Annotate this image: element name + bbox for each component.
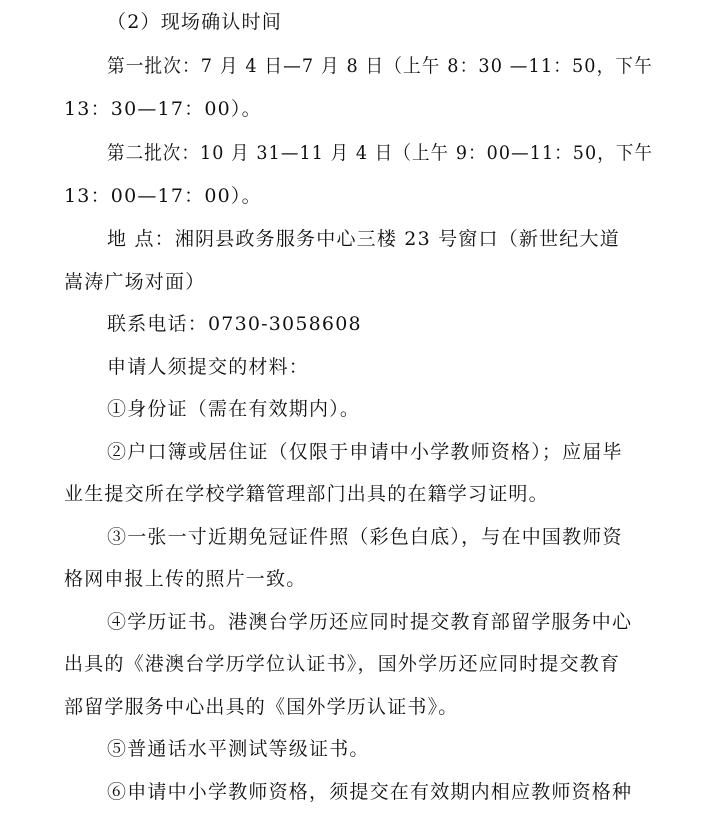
material-item-2: ②户口簿或居住证（仅限于申请中小学教师资格）；应届毕: [107, 441, 623, 463]
contact-phone-line: 联系电话：0730-3058608: [107, 313, 362, 335]
material-item-1: ①身份证（需在有效期内）。: [107, 398, 361, 420]
batch-one-line-cont: 13：30—17：00）。: [64, 98, 262, 120]
location-line: 地 点：湘阴县政务服务中心三楼 23 号窗口（新世纪大道: [107, 228, 620, 250]
material-item-3-cont: 格网申报上传的照片一致。: [64, 568, 307, 590]
material-item-2-cont: 业生提交所在学校学籍管理部门出具的在籍学习证明。: [64, 483, 549, 505]
material-item-4-cont-1: 出具的《港澳台学历学位认证书》，国外学历还应同时提交教育: [64, 653, 621, 675]
batch-two-line: 第二批次：10 月 31—11 月 4 日（上午 9：00—11：50，下午: [107, 142, 654, 164]
location-line-cont: 嵩涛广场对面）: [64, 271, 206, 293]
material-item-4-cont-2: 部留学服务中心出具的《国外学历认证书》。: [64, 696, 459, 718]
material-item-5: ⑤普通话水平测试等级证书。: [107, 738, 370, 760]
material-item-4: ④学历证书。港澳台学历还应同时提交教育部留学服务中心: [107, 611, 633, 633]
batch-one-line: 第一批次：7 月 4 日—7 月 8 日（上午 8：30 —11：50，下午: [107, 55, 653, 77]
material-item-3: ③一张一寸近期免冠证件照（彩色白底），与在中国教师资: [107, 526, 623, 548]
section-heading-onsite-time: （2）现场确认时间: [107, 11, 282, 33]
batch-two-line-cont: 13：00—17：00）。: [64, 185, 262, 207]
material-item-6: ⑥申请中小学教师资格，须提交在有效期内相应教师资格种: [107, 781, 633, 803]
materials-heading: 申请人须提交的材料：: [107, 356, 310, 378]
